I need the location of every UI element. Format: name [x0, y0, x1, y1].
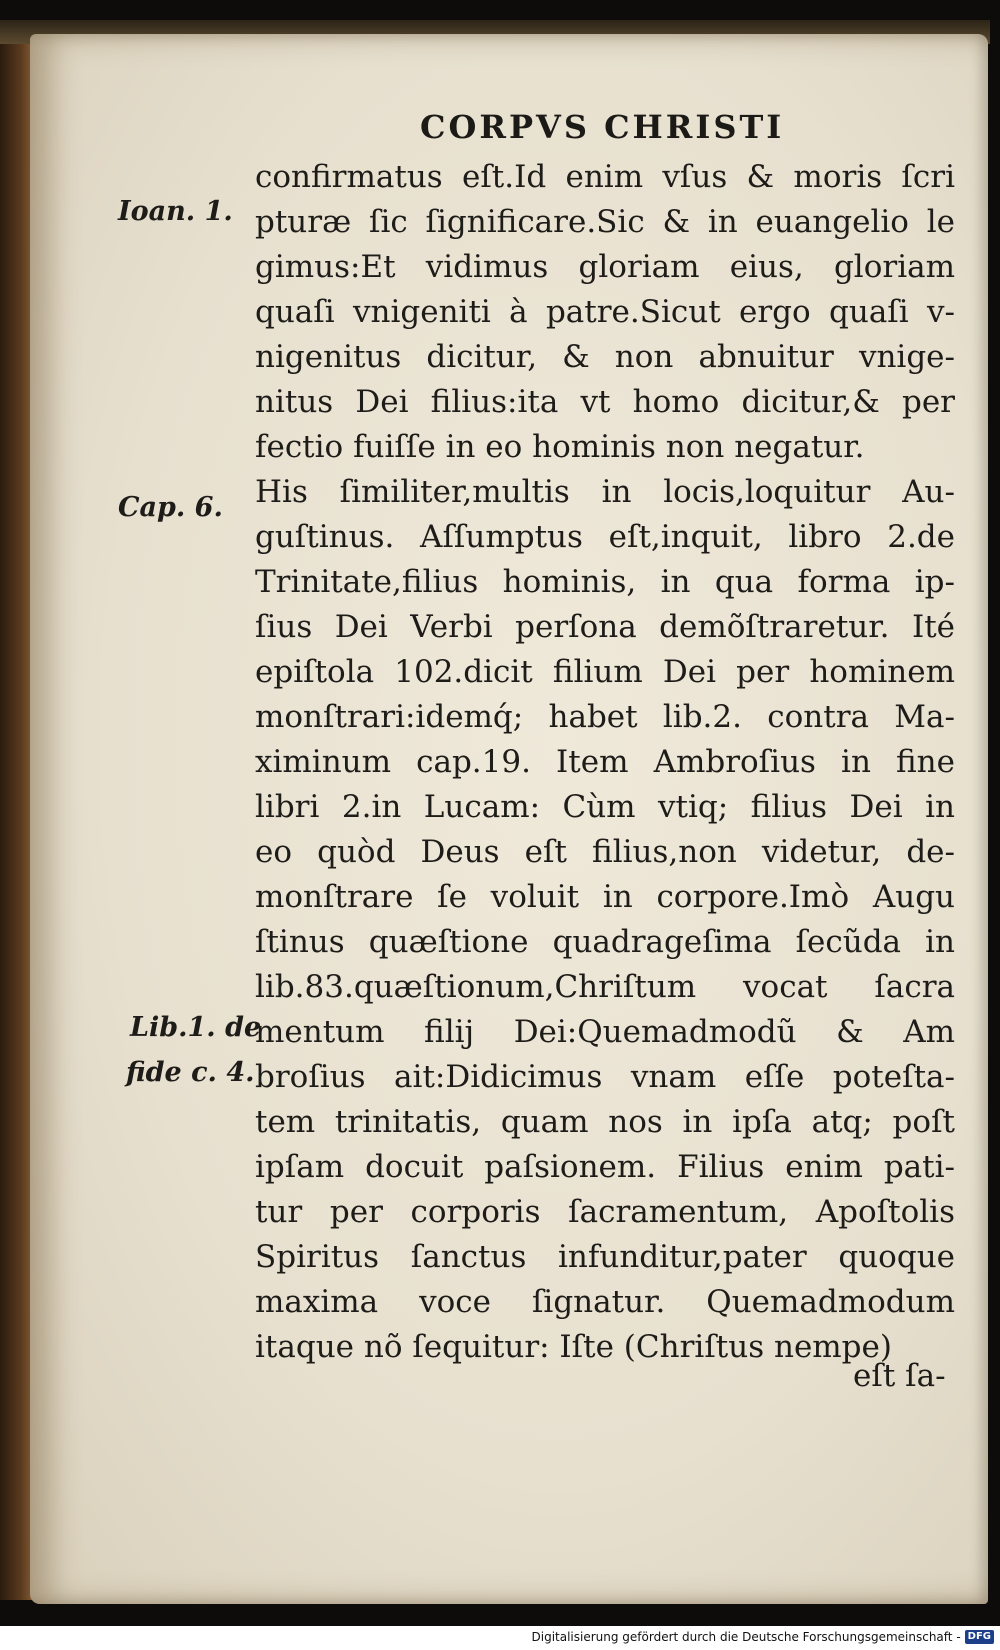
text-line: ipſam docuit paſsionem. Filius enim pati- — [255, 1149, 955, 1185]
text-line: maxima voce ſignatur. Quemadmodum — [255, 1284, 955, 1320]
text-line: gimus:Et vidimus gloriam eius, gloriam — [255, 249, 955, 285]
text-line: monſtrare ſe voluit in corpore.Imò Augu — [255, 879, 955, 915]
text-line: broſius ait:Didicimus vnam eſſe poteſta- — [255, 1059, 955, 1095]
text-line: pturæ ſic ſignificare.Sic & in euangelio le — [255, 204, 955, 240]
running-head: CORPVS CHRISTI — [420, 108, 785, 146]
text-line: confirmatus eſt.Id enim vſus & moris ſcri — [255, 159, 955, 195]
catchword: eſt ſa- — [853, 1358, 946, 1394]
text-line: epiſtola 102.dicit filium Dei per hominem — [255, 654, 955, 690]
body-text — [255, 155, 955, 1370]
text-line: His ſimiliter,multis in locis,loquitur Au- — [255, 474, 955, 510]
text-line: ximinum cap.19. Item Ambroſius in fine — [255, 744, 955, 780]
dfg-logo: DFG — [965, 1630, 994, 1644]
text-line: ſtinus quæſtione quadrageſima ſecũda in — [255, 924, 955, 960]
text-line: Trinitate,filius hominis, in qua forma ip- — [255, 564, 955, 600]
text-line: monſtrari:idemq́; habet lib.2. contra Ma- — [255, 699, 955, 735]
text-line: Spiritus ſanctus infunditur,pater quoque — [255, 1239, 955, 1275]
text-line: quaſi vnigeniti à patre.Sicut ergo quaſi v- — [255, 294, 955, 330]
margin-note-joan: Ioan. 1. — [118, 196, 233, 227]
text-line: nitus Dei filius:ita vt homo dicitur,& per — [255, 384, 955, 420]
text-line: guſtinus. Aſſumptus eſt,inquit, libro 2.de — [255, 519, 955, 555]
text-line: itaque nõ ſequitur: Iſte (Chriſtus nempe) — [255, 1329, 892, 1365]
margin-note-lib-line1: Lib.1. de — [130, 1012, 262, 1043]
text-line: tur per corporis ſacramentum, Apoſtolis — [255, 1194, 955, 1230]
margin-note-lib-line2: fide c. 4. — [126, 1057, 255, 1088]
footer-credit — [532, 1630, 995, 1644]
margin-note-cap: Cap. 6. — [118, 492, 223, 523]
text-line: fectio fuiſſe in eo hominis non negatur. — [255, 429, 865, 465]
text-line: ſius Dei Verbi perſona demõſtraretur. Ité — [255, 609, 955, 645]
text-line: libri 2.in Lucam: Cùm vtiq; filius Dei in — [255, 789, 955, 825]
text-line: mentum filij Dei:Quemadmodũ & Am — [255, 1014, 955, 1050]
footer-credit-text: Digitalisierung gefördert durch die Deutsche Forschungsgemeinschaft - — [531, 1630, 961, 1644]
text-line: lib.83.quæſtionum,Chriſtum vocat ſacra — [255, 969, 955, 1005]
text-line: nigenitus dicitur, & non abnuitur vnige- — [255, 339, 955, 375]
text-line: tem trinitatis, quam nos in ipſa atq; poſt — [255, 1104, 955, 1140]
text-line: eo quòd Deus eſt filius,non videtur, de- — [255, 834, 955, 870]
